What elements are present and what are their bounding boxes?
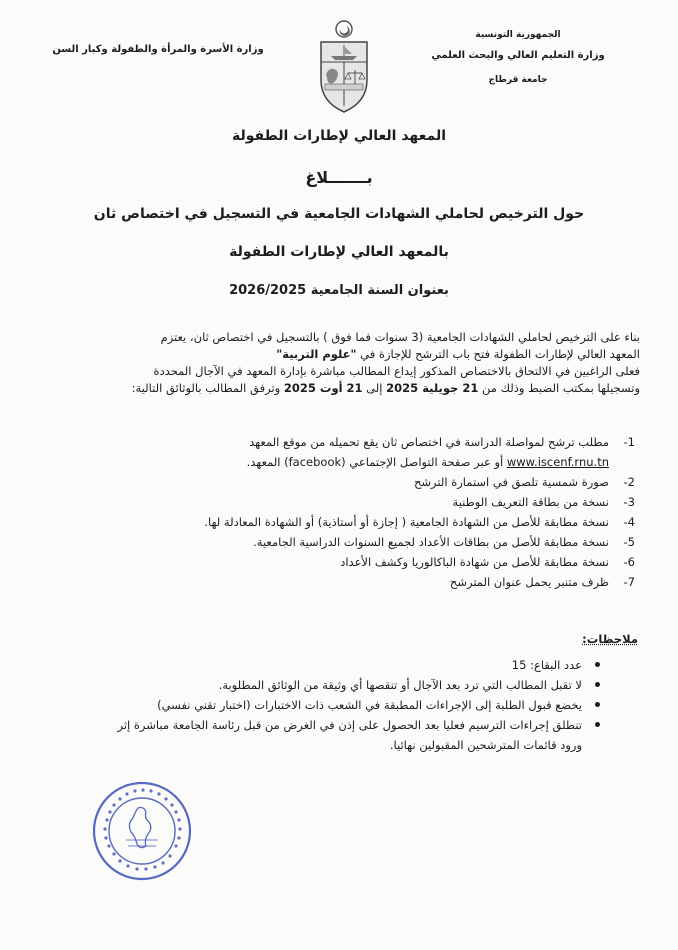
republic-label: الجمهورية التونسية — [475, 30, 561, 40]
academic-year-line: بعنوان السنة الجامعية 2026/2025 — [229, 283, 449, 298]
list-item-text: مطلب ترشح لمواصلة الدراسة في اختصاص ثان يقع تحميله من موقع المعهد — [249, 435, 609, 449]
note-text: لا تقبل المطالب التي ترد بعد الآجال أو تنقصها أي وثيقة من الوثائق المطلوبة. — [218, 678, 582, 692]
list-item-text: ظرف متنبر يحمل عنوان المترشح — [449, 575, 609, 589]
ministry-higher-education-label: وزارة التعليم العالي والبحث العلمي — [431, 50, 605, 61]
list-item — [40, 492, 635, 512]
intro-paragraph — [40, 329, 640, 397]
list-item-text: نسخة مطابقة للأصل من شهادة الباكالوريا وكشف الأعداد — [340, 555, 609, 569]
institute-title: المعهد العالي لإطارات الطفولة — [231, 128, 447, 144]
list-item — [40, 695, 600, 715]
bullet-icon — [590, 682, 600, 687]
list-item — [40, 675, 600, 695]
list-item-text: نسخة مطابقة للأصل من بطاقات الأعداد لجميع السنوات الدراسية الجامعية. — [253, 535, 609, 549]
list-item-text: نسخة من بطاقة التعريف الوطنية — [452, 495, 609, 509]
list-item — [40, 715, 600, 755]
list-item-number: 3- — [623, 495, 635, 509]
list-item-number: 6- — [623, 555, 635, 569]
list-item — [40, 472, 635, 492]
list-item-text: صورة شمسية تلصق في استمارة الترشح — [413, 475, 609, 489]
list-item-continuation: أو عبر صفحة التواصل الإجتماعي (facebook) المعهد. — [246, 455, 507, 469]
note-text: عدد البقاع: 15 — [511, 658, 582, 672]
notice-heading: بـــــــلاغ — [305, 168, 373, 187]
intro-line-3: فعلى الراغبين في الالتحاق بالاختصاص المذكور إيداع المطالب مباشرة بإدارة المعهد في الآجال المحددة — [153, 364, 640, 378]
header-left-block — [48, 44, 268, 55]
ministry-women-family-label: وزارة الأسرة والمرأة والطفولة وكبار السن — [52, 44, 264, 55]
start-date: 21 جويلية 2025 — [386, 381, 479, 395]
list-item-number: 4- — [623, 515, 635, 529]
list-item-text: نسخة مطابقة للأصل من الشهادة الجامعية ( إجازة أو أستاذية) أو الشهادة المعادلة لها. — [204, 515, 609, 529]
intro-line-4-a: وتسجيلها بمكتب الضبط وذلك من — [478, 381, 640, 395]
list-item-number: 7- — [623, 575, 635, 589]
list-item-number: 2- — [623, 475, 635, 489]
bullet-icon — [590, 722, 600, 727]
list-item — [40, 552, 635, 572]
institute-website-link[interactable]: www.iscenf.rnu.tn — [506, 455, 609, 469]
list-item — [40, 532, 635, 552]
notes-heading: ملاحظات: — [582, 632, 638, 646]
list-item-number: 1- — [623, 435, 635, 449]
bullet-icon — [590, 662, 600, 667]
note-text: يخضع قبول الطلبة إلى الإجراءات المطبقة في الشعب ذات الاختبارات (اختبار تقني نفسي) — [157, 698, 582, 712]
specialty-name: "علوم التربية" — [276, 347, 357, 361]
list-item-text — [40, 452, 609, 472]
intro-line-4 — [40, 380, 640, 397]
bullet-icon — [590, 702, 600, 707]
list-item — [40, 572, 635, 592]
end-date: 21 أوت 2025 — [283, 381, 363, 395]
subject-line-2: بالمعهد العالي لإطارات الطفولة — [229, 244, 449, 260]
list-item — [40, 432, 635, 452]
required-documents-list — [40, 432, 635, 592]
intro-line-4-c: إلى — [362, 381, 387, 395]
list-item — [40, 452, 635, 472]
note-text — [40, 715, 582, 755]
tunisia-coat-of-arms-icon — [313, 18, 375, 118]
intro-line-2 — [40, 346, 640, 363]
list-item — [40, 655, 600, 675]
official-stamp-icon — [90, 780, 194, 882]
note-text-line-2: ورود قائمات المترشحين المقبولين نهائيا. — [389, 738, 582, 752]
intro-line-4-e: وترفق المطالب بالوثائق التالية: — [131, 381, 284, 395]
subject-line-1: حول الترخيص لحاملي الشهادات الجامعية في التسجيل في اختصاص ثان — [93, 206, 585, 222]
list-item-number: 5- — [623, 535, 635, 549]
intro-line-1: بناء على الترخيص لحاملي الشهادات الجامعية (3 سنوات فما فوق ) بالتسجيل في اختصاص ثان، يعتزم — [160, 330, 640, 344]
notes-list — [40, 655, 600, 755]
header-right-block — [418, 26, 618, 89]
intro-line-2-text: المعهد العالي لإطارات الطفولة فتح باب الترشح للإجازة في — [356, 347, 640, 361]
list-item — [40, 512, 635, 532]
note-text-line-1: تنطلق إجراءات الترسيم فعليا بعد الحصول على إذن في الغرض من قبل رئاسة الجامعة مباشرة إثر — [117, 718, 582, 732]
university-label: جامعة قرطاج — [488, 75, 548, 85]
